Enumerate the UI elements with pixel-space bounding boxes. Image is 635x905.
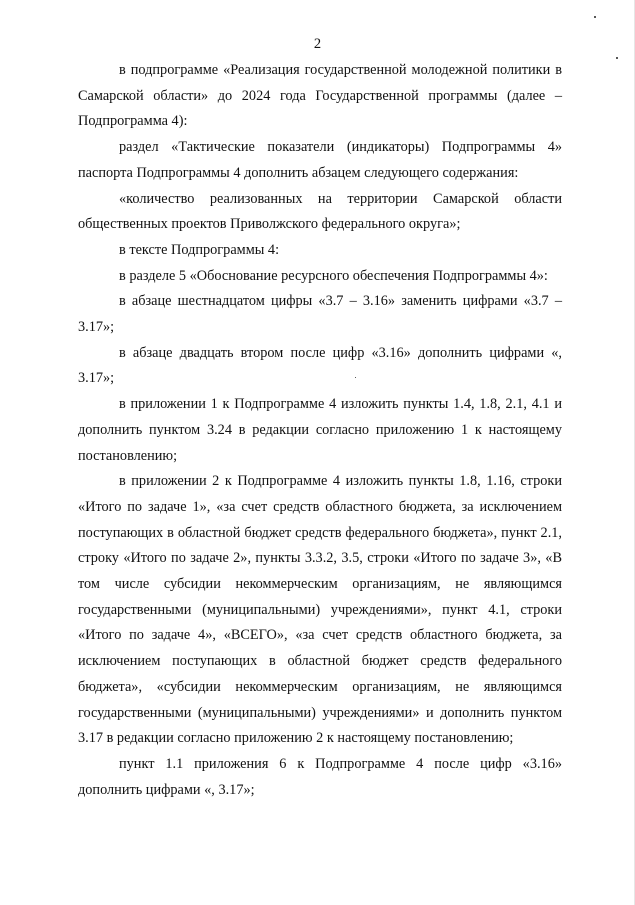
paragraph-twenty-second-abzac: в абзаце двадцать втором после цифр «3.16» дополнить цифрами «, 3.17»; xyxy=(78,344,562,387)
paragraph-section-5: в разделе 5 «Обоснование ресурсного обеспечения Подпрограммы 4»: xyxy=(119,267,548,284)
paragraph-subprogram-4: в подпрограмме «Реализация государственной молодежной политики в Самарской области» до 2024 года Государственной программы (далее – Подпрограмма 4): xyxy=(78,62,562,130)
document-body xyxy=(78,58,562,803)
paragraph-tactical-indicators: раздел «Тактические показатели (индикаторы) Подпрограммы 4» паспорта Подпрограммы 4 дополнить абзацем следующего содержания: xyxy=(78,139,562,181)
paragraph-appendix-2: в приложении 2 к Подпрограмме 4 изложить пункты 1.8, 1.16, строки «Итого по задаче 1», «за счет средств областного бюджета, за исключением поступающих в областной бюджет средств федерального бюджета», пункт 2.1, строку «Итого по задаче 2», пункты 3.3.2, 3.5, строки «Итого по задаче 3», «В том числе субсидии некоммерческим организациям, не являющимся государственными (муниципальными) учреждениями», пункт 4.1, строки «Итого по задаче 4», «ВСЕГО», «за счет средств областного бюджета, за исключением поступающих в областной бюджет средств федерального бюджета», «субсидии некоммерческим организациям, не являющимся государственными (муниципальными) учреждениями» и дополнить пунктом 3.17 в редакции согласно приложению 2 к настоящему постановлению; xyxy=(78,473,562,747)
scan-speck xyxy=(355,377,356,378)
scan-speck xyxy=(616,57,618,59)
paragraph-sixteenth-abzac: в абзаце шестнадцатом цифры «3.7 – 3.16» заменить цифрами «3.7 – 3.17»; xyxy=(78,293,562,336)
paragraph-indicator-text: «количество реализованных на территории Самарской области общественных проектов Приволжского федерального округа»; xyxy=(78,190,562,233)
scan-speck xyxy=(594,16,596,18)
page-number: 2 xyxy=(313,36,322,52)
paragraph-appendix-1: в приложении 1 к Подпрограмме 4 изложить пункты 1.4, 1.8, 2.1, 4.1 и дополнить пунктом 3.24 в редакции согласно приложению 1 к настоящему постановлению; xyxy=(78,396,562,464)
paragraph-appendix-6: пункт 1.1 приложения 6 к Подпрограмме 4 после цифр «3.16» дополнить цифрами «, 3.17»; xyxy=(78,755,562,798)
paragraph-subprogram-text: в тексте Подпрограммы 4: xyxy=(119,241,280,258)
